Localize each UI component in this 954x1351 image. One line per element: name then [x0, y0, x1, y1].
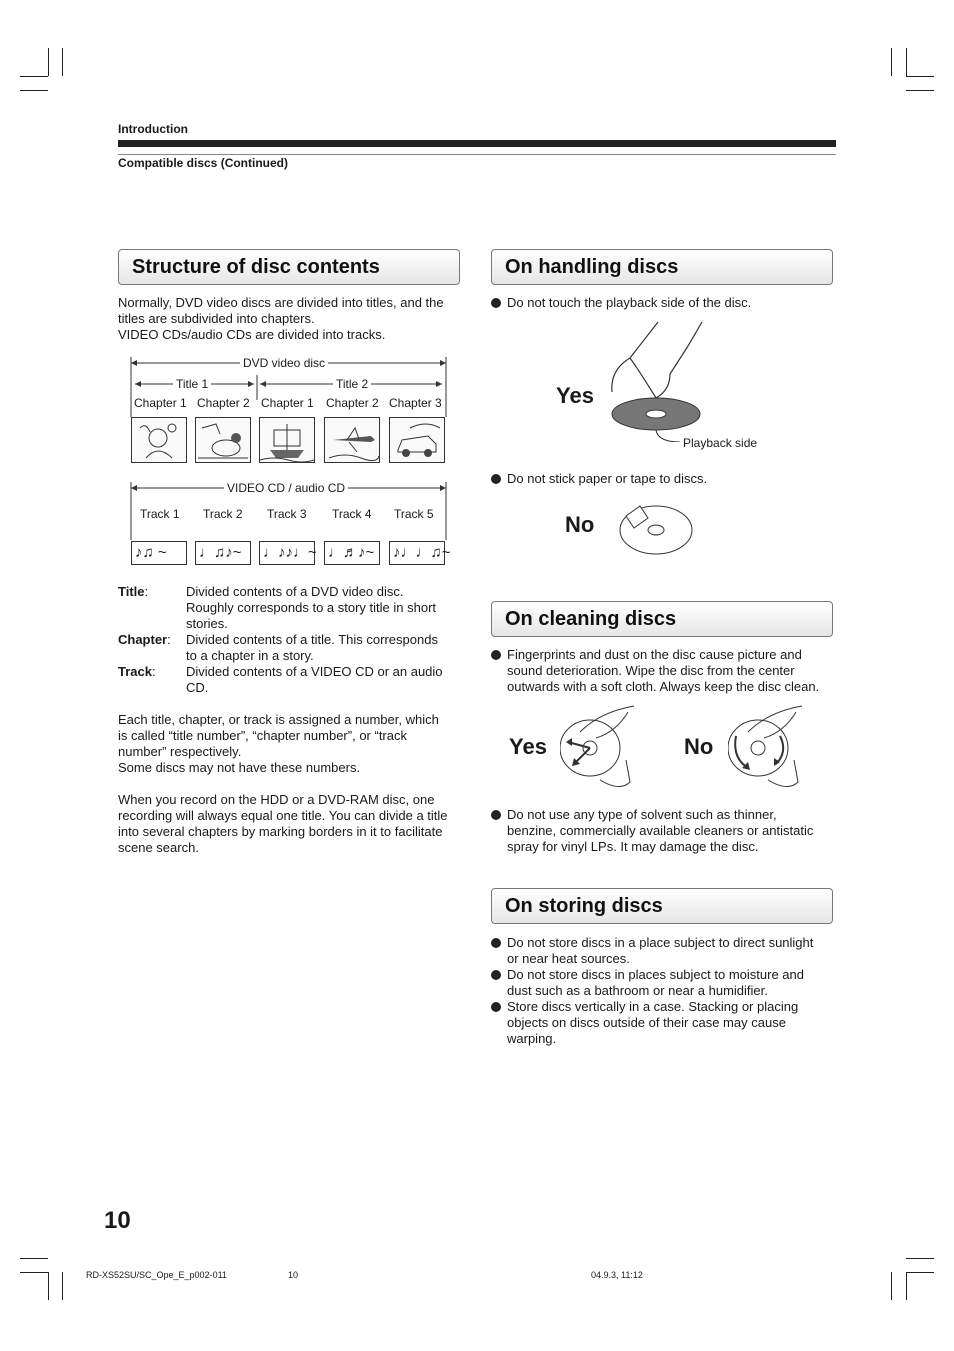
- track-label: Track 4: [332, 507, 372, 521]
- handling-heading: On handling discs: [491, 249, 833, 285]
- cat-icon: [196, 418, 250, 462]
- chapter-label: Chapter 1: [134, 396, 187, 410]
- cleaning-bullet: Do not use any type of solvent such as thinner, benzine, commercially available cleaners or antistatic spray for vinyl LPs. It may damage the disc.: [491, 807, 852, 855]
- no-label: No: [565, 512, 595, 537]
- chapter-thumbnail-cat: [195, 417, 251, 463]
- hand-holding-disc-illustration: [610, 322, 710, 442]
- ship-icon: [260, 418, 314, 462]
- structure-heading: Structure of disc contents: [118, 249, 460, 285]
- vcd-label: VIDEO CD / audio CD: [224, 481, 348, 495]
- definition-text: Divided contents of a title. This corresponds to a chapter in a story.: [186, 632, 438, 663]
- storing-bullet: Do not store discs in a place subject to direct sunlight or near heat sources.: [491, 935, 852, 967]
- playback-side-label: Playback side: [683, 436, 758, 450]
- header-rule: [118, 140, 836, 147]
- footer-date: 04.9.3, 11:12: [591, 1270, 643, 1280]
- track-label: Track 5: [394, 507, 434, 521]
- no-label: No: [684, 734, 714, 759]
- track-music-icon: ♪♫ ~: [131, 541, 187, 565]
- intro-line: Normally, DVD video discs are divided into titles, and the: [118, 295, 444, 310]
- fairy-icon: [132, 418, 186, 462]
- header-divider: [118, 154, 836, 155]
- subsection-label: Compatible discs (Continued): [118, 156, 289, 170]
- storing-bullet: Do not store discs in places subject to moisture and dust such as a bathroom or near a humidifier.: [491, 967, 852, 999]
- chapter-label: Chapter 1: [261, 396, 314, 410]
- handling-bullet: Do not touch the playback side of the disc.: [491, 295, 847, 311]
- track-label: Track 1: [140, 507, 180, 521]
- car-icon: [390, 418, 444, 462]
- dvd-label: DVD video disc: [240, 356, 328, 370]
- definition-term: Track:: [118, 664, 156, 679]
- yes-label: Yes: [556, 383, 594, 408]
- track-music-icon: ♩♪♪♩~: [259, 541, 315, 565]
- chapter-thumbnail-fairy: [131, 417, 187, 463]
- page-number: 10: [104, 1207, 131, 1234]
- wipe-circular-illustration: [728, 702, 808, 794]
- chapter-label: Chapter 3: [389, 396, 442, 410]
- title-label: Title 2: [333, 377, 371, 391]
- definition-term: Chapter:: [118, 632, 171, 647]
- track-music-icon: ♩♬♪~: [324, 541, 380, 565]
- chapter-thumbnail-airplane: [324, 417, 380, 463]
- section-label: Introduction: [118, 122, 188, 136]
- footer-filename: RD-XS52SU/SC_Ope_E_p002-011: [86, 1270, 227, 1280]
- definition-term: Title:: [118, 584, 149, 599]
- cleaning-bullet: Fingerprints and dust on the disc cause picture and sound deterioration. Wipe the disc from the center outwards with a soft cloth. Always keep the disc clean.: [491, 647, 852, 695]
- storing-bullet: Store discs vertically in a case. Stacking or placing objects on discs outside of their case may cause warping.: [491, 999, 852, 1047]
- definition-text: Divided contents of a VIDEO CD or an audio CD.: [186, 664, 443, 695]
- handling-bullet: Do not stick paper or tape to discs.: [491, 471, 847, 487]
- intro-line: titles are subdivided into chapters.: [118, 311, 315, 326]
- title-label: Title 1: [173, 377, 211, 391]
- track-label: Track 3: [267, 507, 307, 521]
- track-music-icon: ♩♫♪~: [195, 541, 251, 565]
- disc-with-tape-illustration: [618, 502, 698, 558]
- wipe-outward-illustration: [560, 702, 640, 794]
- storing-heading: On storing discs: [491, 888, 833, 924]
- chapter-label: Chapter 2: [326, 396, 379, 410]
- chapter-thumbnail-car: [389, 417, 445, 463]
- track-label: Track 2: [203, 507, 243, 521]
- definition-text: Divided contents of a DVD video disc. Roughly corresponds to a story title in short stories.: [186, 584, 437, 631]
- intro-line: VIDEO CDs/audio CDs are divided into tracks.: [118, 327, 386, 342]
- chapter-label: Chapter 2: [197, 396, 250, 410]
- track-music-icon: ♪♩♩♫~: [389, 541, 445, 565]
- recording-paragraph: When you record on the HDD or a DVD-RAM disc, one recording will always equal one title. You can divide a title into several chapters by marking borders in it to facilitate scene search.: [118, 792, 448, 855]
- structure-intro: [118, 295, 468, 343]
- footer-page: 10: [288, 1270, 299, 1280]
- yes-label: Yes: [509, 734, 547, 759]
- cleaning-heading: On cleaning discs: [491, 601, 833, 637]
- airplane-icon: [325, 418, 379, 462]
- chapter-thumbnail-ship: [259, 417, 315, 463]
- numbering-paragraph: Each title, chapter, or track is assigned a number, which is called “title number”, “chapter number”, or “track number” respectively. Some discs may not have these numbers.: [118, 712, 439, 775]
